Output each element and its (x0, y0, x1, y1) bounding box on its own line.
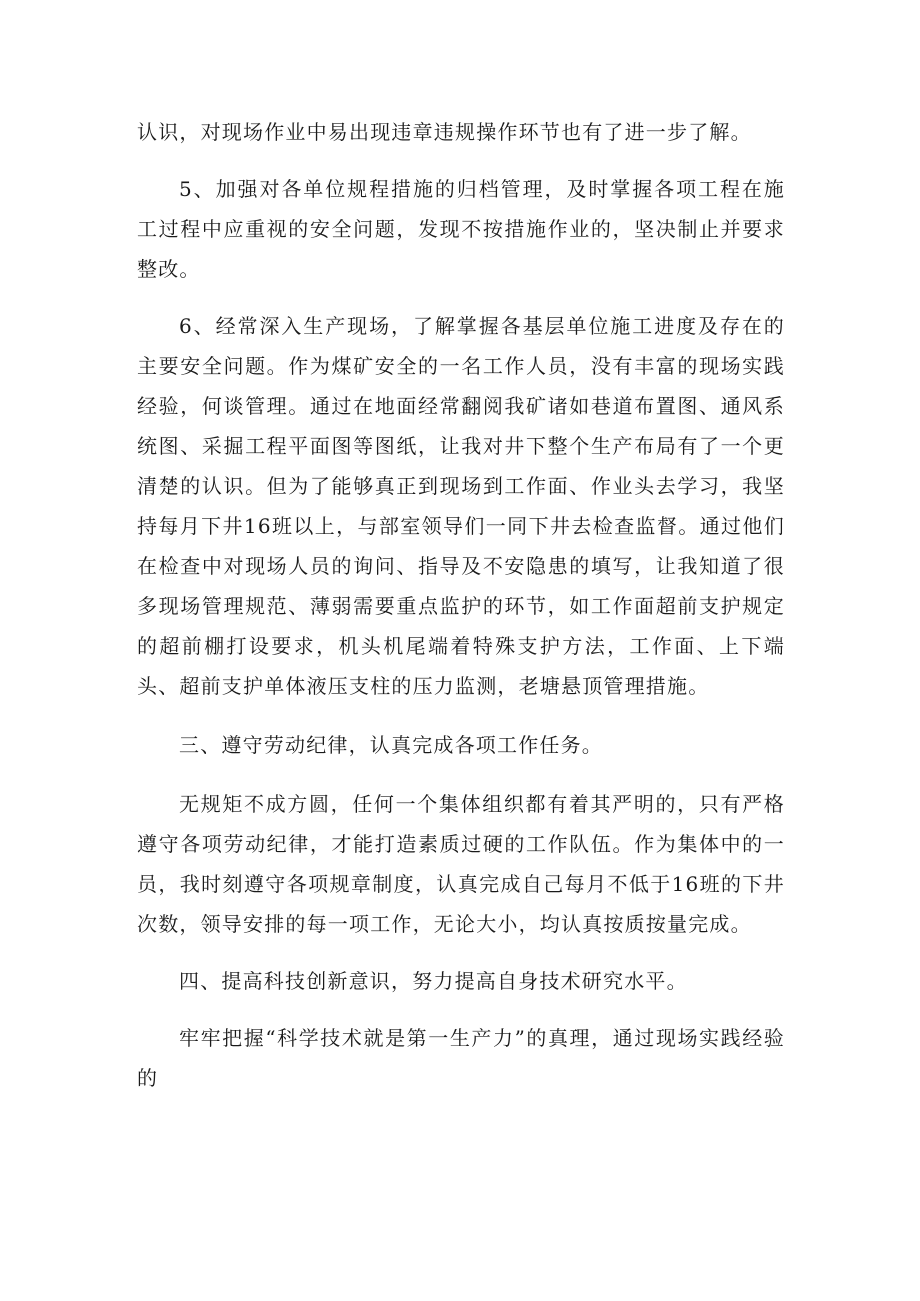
document-body (137, 112, 785, 1098)
section-heading-4: 四、提高科技创新意识，努力提高自身技术研究水平。 (179, 969, 688, 993)
paragraph-continuation: 认识，对现场作业中易出现违章违规操作环节也有了进一步了解。 (137, 120, 752, 144)
paragraph-item-6: 6、经常深入生产现场，了解掌握各基层单位施工进度及存在的主要安全问题。作为煤矿安全的一名工作人员，没有丰富的现场实践经验，何谈管理。通过在地面经常翻阅我矿诸如巷道布置图、通风系统图、采掘工程平面图等图纸，让我对井下整个生产布局有了一个更清楚的认识。但为了能够真正到现场到工作面、作业头去学习，我坚持每月下井16班以上，与部室领导们一同下井去检查监督。通过他们在检查中对现场人员的询问、指导及不安隐患的填写，让我知道了很多现场管理规范、薄弱需要重点监护的环节，如工作面超前支护规定的超前棚打设要求，机头机尾端着特殊支护方法，工作面、上下端头、超前支护单体液压支柱的压力监测，老塘悬顶管理措施。 (137, 314, 785, 698)
paragraph-labor-discipline: 无规矩不成方圆，任何一个集体组织都有着其严明的，只有严格遵守各项劳动纪律，才能打造素质过硬的工作队伍。作为集体中的一员，我时刻遵守各项规章制度，认真完成自己每月不低于16班的下井次数，领导安排的每一项工作，无论大小，均认真按质按量完成。 (137, 792, 785, 936)
paragraph-science-technology: 牢牢把握“科学技术就是第一生产力”的真理，通过现场实践经验的 (137, 1026, 785, 1090)
paragraph-item-5: 5、加强对各单位规程措施的归档管理，及时掌握各项工程在施工过程中应重视的安全问题，发现不按措施作业的，坚决制止并要求整改。 (137, 177, 785, 281)
section-heading-3: 三、遵守劳动纪律，认真完成各项工作任务。 (179, 733, 603, 757)
